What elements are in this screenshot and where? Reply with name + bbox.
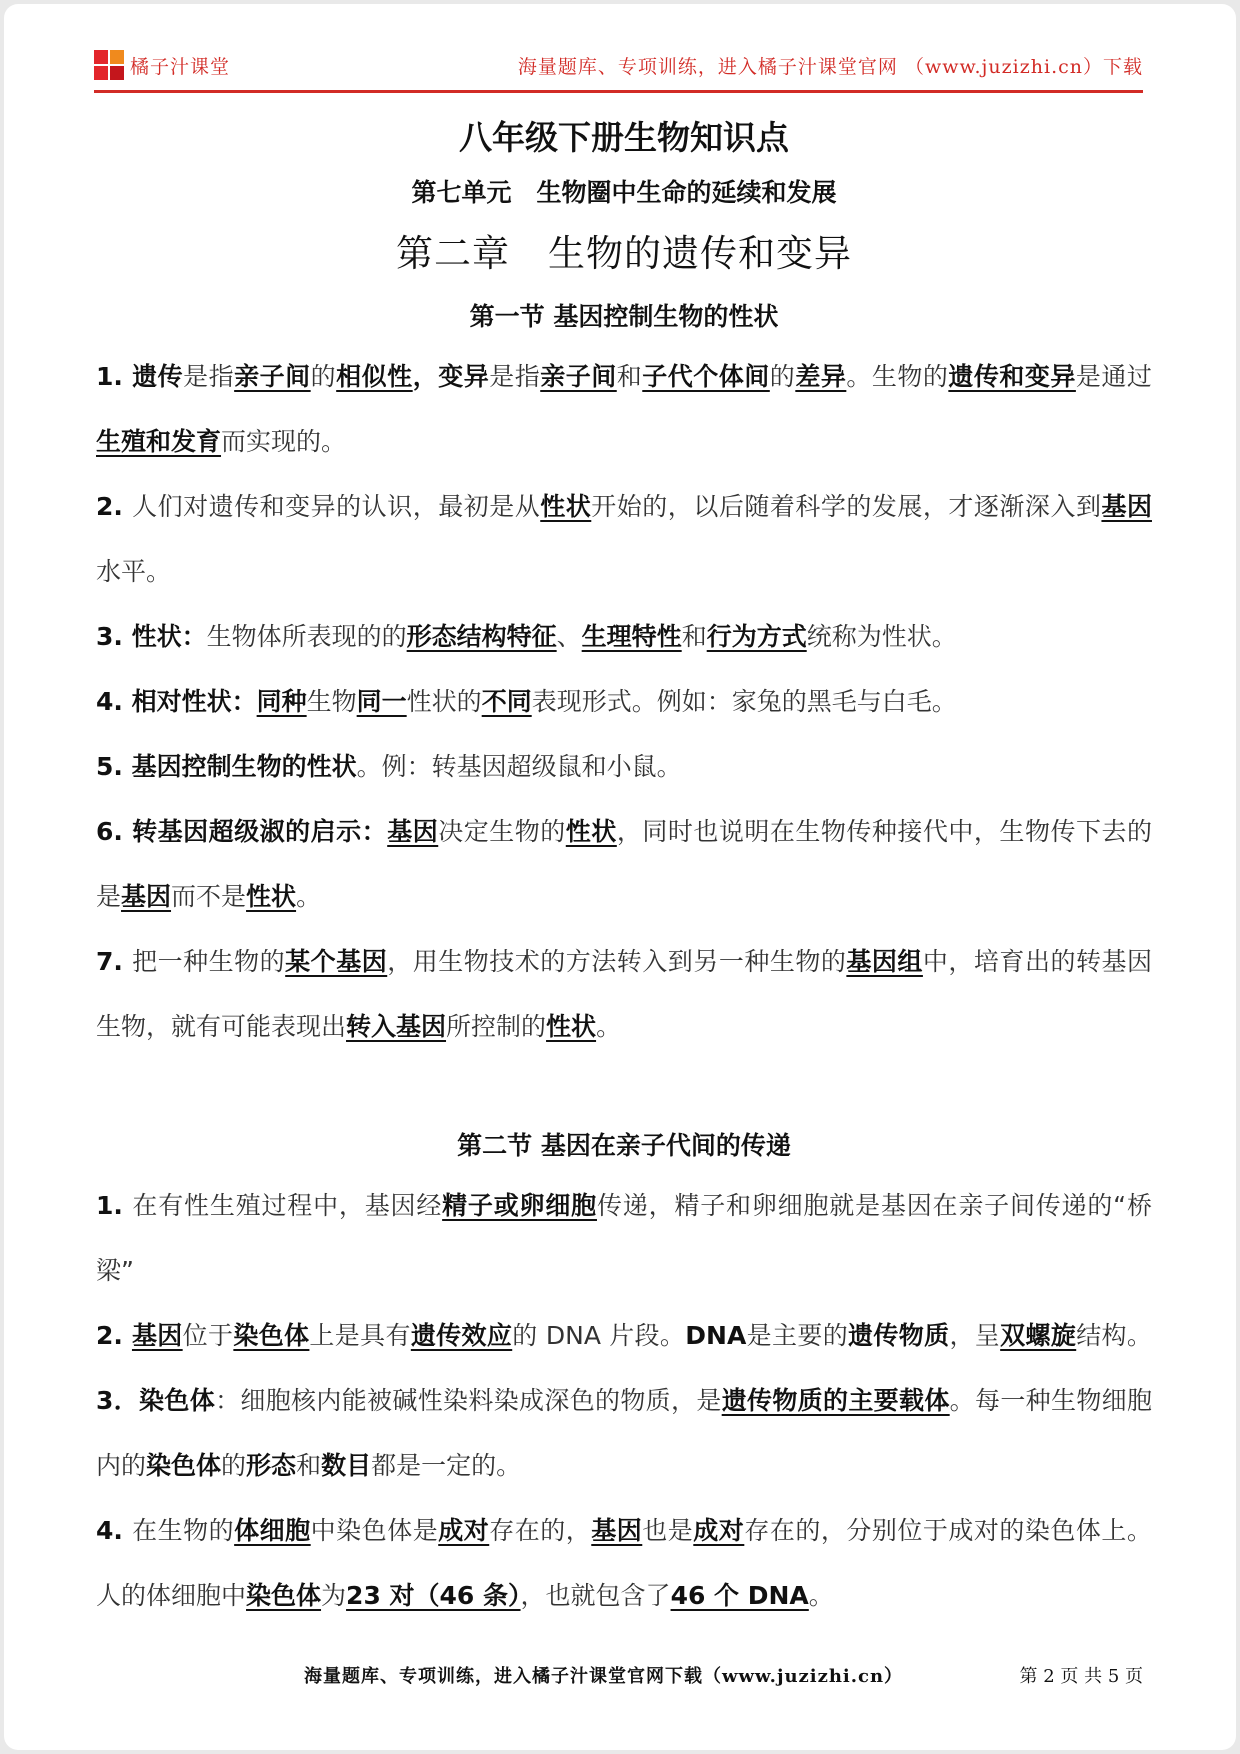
logo-icon [94,50,124,80]
paragraph: 2. 基因位于染色体上是具有遗传效应的 DNA 片段。DNA是主要的遗传物质，呈双螺旋结构。3．染色体：细胞核内能被碱性染料染成深色的物质，是遗传物质的主要载体。每一种生物细胞内的染色体的形态和数目都是一定的。 [96,1321,1152,1480]
page-footer [304,1662,1143,1692]
document-title: 八年级下册生物知识点 [459,118,789,157]
document-body [96,108,1152,1628]
paragraph: 4. 在生物的体细胞中染色体是成对存在的，基因也是成对存在的，分别位于成对的染色体上。人的体细胞中染色体为23 对（46 条），也就包含了46 个 DNA。 [96,1516,1152,1610]
paragraph: 2. 人们对遗传和变异的认识，最初是从性状开始的，以后随着科学的发展，才逐渐深入到基因水平。 [96,492,1152,586]
paragraph: 4. 相对性状：同种生物同一性状的不同表现形式。例如：家兔的黑毛与白毛。 [96,687,957,716]
logo[interactable] [94,50,230,80]
unit-title: 第七单元 生物圈中生命的延续和发展 [411,178,837,207]
paragraph: 1. 遗传是指亲子间的相似性，变异是指亲子间和子代个体间的差异。生物的遗传和变异是通过生殖和发育而实现的。 [96,362,1152,456]
section-title-2: 第二节 基因在亲子代间的传递 [457,1131,791,1160]
header-tagline: 海量题库、专项训练，进入橘子汁课堂官网 （www.juzizhi.cn）下载 [517,56,1143,78]
header-divider [94,90,1143,93]
paragraph: 7. 把一种生物的某个基因，用生物技术的方法转入到另一种生物的基因组中，培育出的转基因生物，就有可能表现出转入基因所控制的性状。 [96,947,1152,1041]
chapter-title: 第二章 生物的遗传和变异 [396,232,852,275]
paragraph: 6. 转基因超级淑的启示：基因决定生物的性状，同时也说明在生物传种接代中，生物传下去的是基因而不是性状。 [96,817,1152,911]
paragraph: 5. 基因控制生物的性状。例：转基因超级鼠和小鼠。 [96,752,682,781]
document-page [4,4,1236,1750]
section-title-1: 第一节 基因控制生物的性状 [469,302,779,331]
logo-text: 橘子汁课堂 [130,55,231,78]
paragraph: 3. 性状：生物体所表现的的形态结构特征、生理特性和行为方式统称为性状。 [96,622,957,651]
page-header [94,48,1143,88]
paragraph: 1. 在有性生殖过程中，基因经精子或卵细胞传递，精子和卵细胞就是基因在亲子间传递的“桥梁” [96,1191,1152,1285]
page-number: 第 2 页 共 5 页 [1019,1666,1143,1687]
footer-text: 海量题库、专项训练，进入橘子汁课堂官网下载（www.juzizhi.cn） [304,1666,904,1687]
